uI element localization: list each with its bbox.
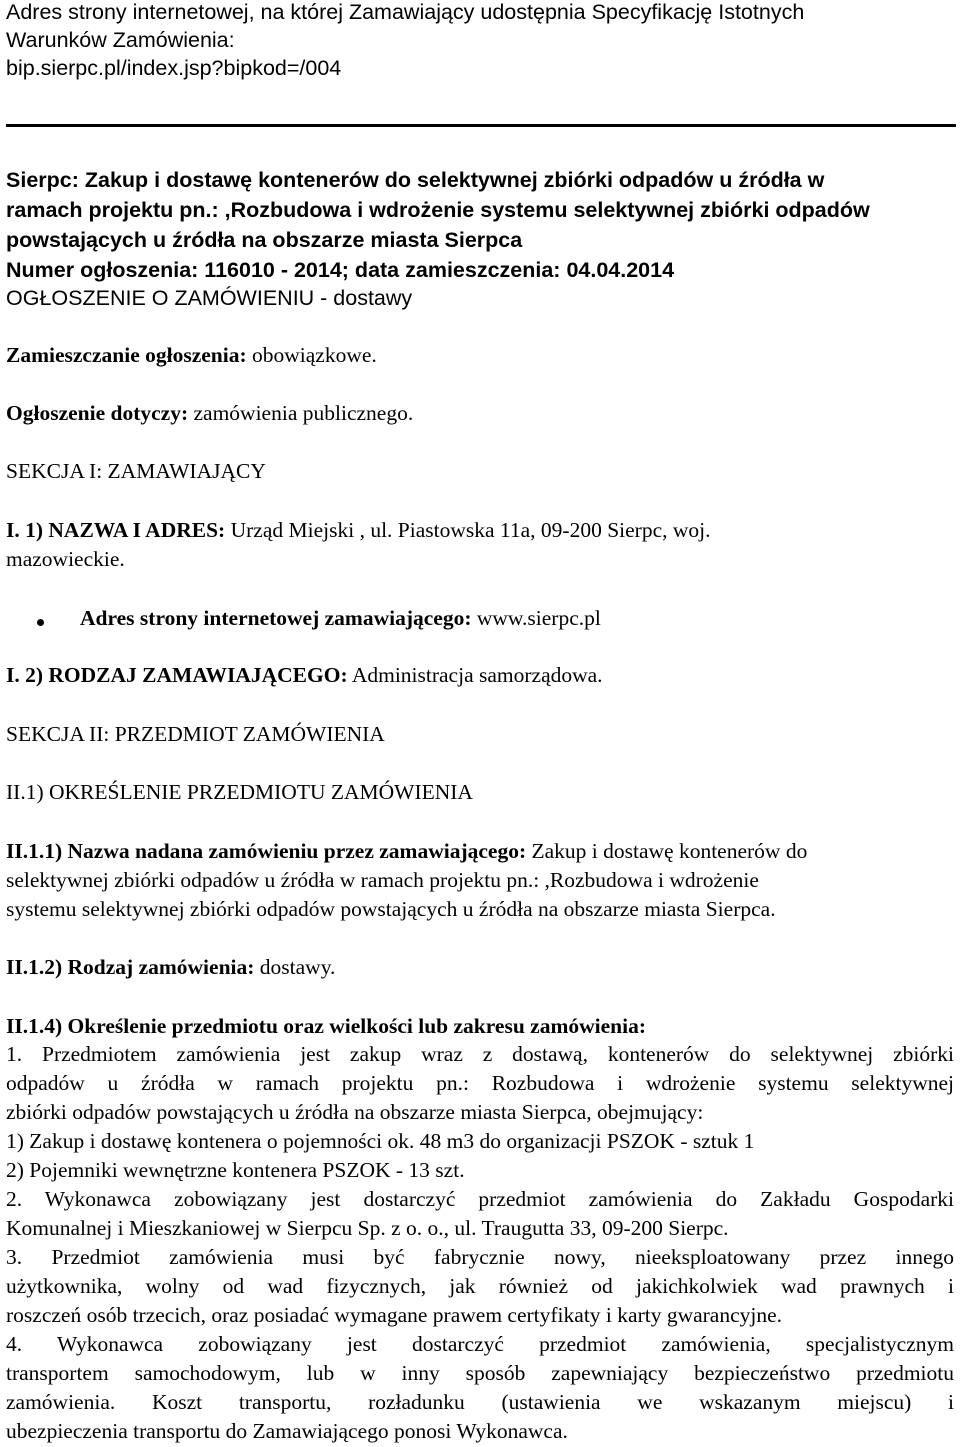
announcement-type: OGŁOSZENIE O ZAMÓWIENIU - dostawy [6,286,413,310]
posting-concerns-value: zamówienia publicznego. [188,401,414,425]
scope-line: zbiórki odpadów powstających u źródła na obszarze miasta Sierpca, obejmujący: [6,1100,704,1124]
contract-kind-label: II.1.2) Rodzaj zamówienia: [6,955,255,979]
address-value: Urząd Miejski , ul. Piastowska 11a, 09-200 Sierpc, woj. [225,518,711,542]
scope-line: 1) Zakup i dostawę kontenera o pojemności ok. 48 m3 do organizacji PSZOK - sztuk 1 [6,1129,755,1153]
authority-type-value: Administracja samorządowa. [347,663,603,687]
spec-url-link[interactable]: bip.sierpc.pl/index.jsp?bipkod=/004 [6,56,342,80]
scope-label: II.1.4) Określenie przedmiotu oraz wielkości lub zakresu zamówienia: [6,1014,646,1038]
scope-line: Komunalnej i Mieszkaniowej w Sierpcu Sp. z o. o., ul. Traugutta 33, 09-200 Sierpc. [6,1216,729,1240]
website-label: Adres strony internetowej zamawiającego: [80,606,472,630]
authority-type [6,661,954,689]
scope-line: użytkownika, wolny od wad fizycznych, jak również od jakichkolwiek wad prawnych i [6,1274,954,1298]
section-1-heading: SEKCJA I: ZAMAWIAJĄCY [6,459,266,483]
title-line-3: powstających u źródła na obszarze miasta Sierpca [6,228,523,252]
contract-kind-value: dostawy. [254,955,336,979]
scope-line: odpadów u źródła w ramach projektu pn.: Rozbudowa i wdrożenie systemu selektywnej [6,1071,954,1095]
contract-name-value-3: systemu selektywnej zbiórki odpadów powstających u źródła na obszarze miasta Sierpca. [6,897,776,921]
title-line-1: Sierpc: Zakup i dostawę kontenerów do selektywnej zbiórki odpadów u źródła w [6,168,825,192]
scope-line: transportem samochodowym, lub w inny sposób zapewniający bezpieczeństwo przedmiotu [6,1361,954,1385]
bullet-icon [37,619,44,626]
title-line-2: ramach projektu pn.: ,Rozbudowa i wdrożenie systemu selektywnej zbiórki odpadów [6,198,870,222]
contract-name-value-2: selektywnej zbiórki odpadów u źródła w ramach projektu pn.: ,Rozbudowa i wdrożenie [6,868,759,892]
scope-line: 4. Wykonawca zobowiązany jest dostarczyć przedmiot zamówienia, specjalistycznym [6,1332,954,1356]
spec-address-line-1: Adres strony internetowej, na której Zamawiający udostępnia Specyfikację Istotnych [6,0,805,24]
address-value-line-2: mazowieckie. [6,547,125,571]
authority-type-label: I. 2) RODZAJ ZAMAWIAJĄCEGO: [6,663,348,687]
scope-line: zamówienia. Koszt transportu, rozładunku (ustawienia we wskazanym miejscu) i [6,1390,954,1414]
announcement-number: Numer ogłoszenia: 116010 - 2014; data zamieszczenia: 04.04.2014 [6,258,675,282]
address-label: I. 1) NAZWA I ADRES: [6,518,226,542]
section-2-heading: SEKCJA II: PRZEDMIOT ZAMÓWIENIA [6,722,385,746]
contract-kind [6,953,954,981]
posting-concerns-label: Ogłoszenie dotyczy: [6,401,189,425]
spec-address-line-2: Warunków Zamówienia: [6,28,235,52]
contracting-authority-address [6,516,954,544]
horizontal-divider [6,124,956,127]
contract-name [6,837,954,865]
scope-line: 3. Przedmiot zamówienia musi być fabrycznie nowy, nieeksploatowany przez innego [6,1245,954,1269]
contract-name-value-1: Zakup i dostawę kontenerów do [526,839,808,863]
contract-name-label: II.1.1) Nazwa nadana zamówieniu przez zamawiającego: [6,839,527,863]
website-link[interactable]: www.sierpc.pl [471,606,601,630]
posting-mandatory-value: obowiązkowe. [246,343,377,367]
section-2-1-heading: II.1) OKREŚLENIE PRZEDMIOTU ZAMÓWIENIA [6,780,473,804]
posting-mandatory [6,341,954,369]
authority-website [80,604,954,632]
scope-line: roszczeń osób trzecich, oraz posiadać wymagane prawem certyfikaty i karty gwarancyjne. [6,1303,783,1327]
posting-mandatory-label: Zamieszczanie ogłoszenia: [6,343,247,367]
scope-line: 2. Wykonawca zobowiązany jest dostarczyć przedmiot zamówienia do Zakładu Gospodarki [6,1187,954,1211]
scope-line: ubezpieczenia transportu do Zamawiającego ponosi Wykonawca. [6,1419,568,1443]
scope-line: 2) Pojemniki wewnętrzne kontenera PSZOK - 13 szt. [6,1158,465,1182]
posting-concerns [6,399,954,427]
scope-line: 1. Przedmiotem zamówienia jest zakup wraz z dostawą, kontenerów do selektywnej zbiórki [6,1042,954,1066]
